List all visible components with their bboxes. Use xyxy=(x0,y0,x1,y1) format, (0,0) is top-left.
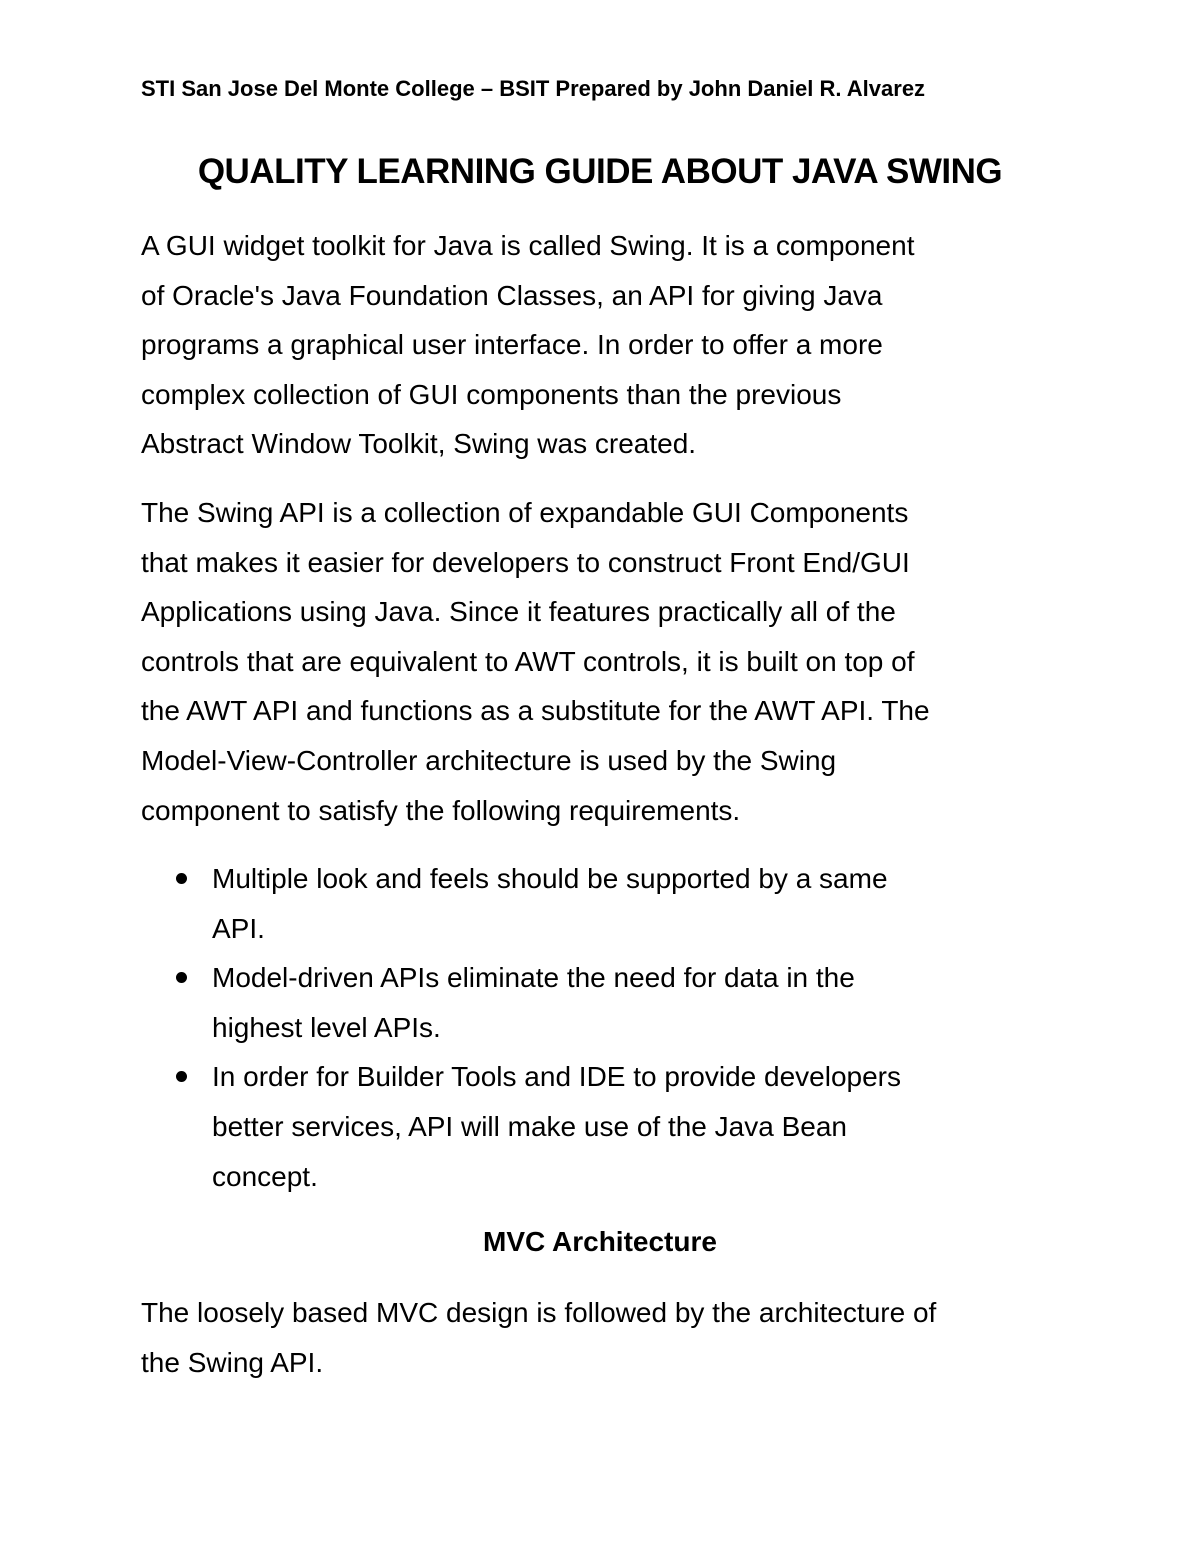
paragraph-line: programs a graphical user interface. In order to offer a more xyxy=(141,329,883,361)
bullet-icon xyxy=(176,972,187,983)
paragraph-line: that makes it easier for developers to construct Front End/GUI xyxy=(141,546,910,578)
list-item-line: highest level APIs. xyxy=(212,1011,441,1043)
bullet-icon xyxy=(176,873,187,884)
requirements-list xyxy=(141,854,1061,1201)
paragraph-line: Applications using Java. Since it features practically all of the xyxy=(141,596,896,628)
paragraph-line: component to satisfy the following requirements. xyxy=(141,794,741,826)
bullet-icon xyxy=(176,1071,187,1082)
paragraph-line: The Swing API is a collection of expandable GUI Components xyxy=(141,497,909,528)
paragraph-line: the Swing API. xyxy=(141,1346,324,1378)
list-item xyxy=(141,1052,1061,1201)
paragraph-line: the AWT API and functions as a substitute for the AWT API. The xyxy=(141,695,930,727)
list-item xyxy=(141,854,1061,953)
paragraph-line: The loosely based MVC design is followed by the architecture of xyxy=(141,1297,937,1328)
mvc-section-heading: MVC Architecture xyxy=(483,1226,717,1257)
mvc-paragraph xyxy=(141,1288,1061,1387)
paragraph-line: of Oracle's Java Foundation Classes, an API for giving Java xyxy=(141,279,883,311)
paragraph-line: Abstract Window Toolkit, Swing was created. xyxy=(141,428,697,460)
list-item-line: In order for Builder Tools and IDE to provide developers xyxy=(212,1061,901,1093)
list-item-line: Model-driven APIs eliminate the need for data in the xyxy=(212,962,855,994)
paragraph-line: complex collection of GUI components than the previous xyxy=(141,378,842,410)
list-item-line: concept. xyxy=(212,1160,318,1192)
intro-paragraph xyxy=(141,221,1061,469)
swing-api-paragraph xyxy=(141,488,1061,835)
page-header: STI San Jose Del Monte College – BSIT Prepared by John Daniel R. Alvarez xyxy=(141,76,926,101)
list-item-line: Multiple look and feels should be supported by a same xyxy=(212,863,888,894)
document-title: QUALITY LEARNING GUIDE ABOUT JAVA SWING xyxy=(197,152,1003,191)
paragraph-line: A GUI widget toolkit for Java is called Swing. It is a component xyxy=(141,230,915,261)
paragraph-line: Model-View-Controller architecture is used by the Swing xyxy=(141,744,837,776)
list-item xyxy=(141,953,1061,1052)
list-item-line: better services, API will make use of the Java Bean xyxy=(212,1110,847,1142)
list-item-line: API. xyxy=(212,912,265,944)
paragraph-line: controls that are equivalent to AWT controls, it is built on top of xyxy=(141,645,915,677)
